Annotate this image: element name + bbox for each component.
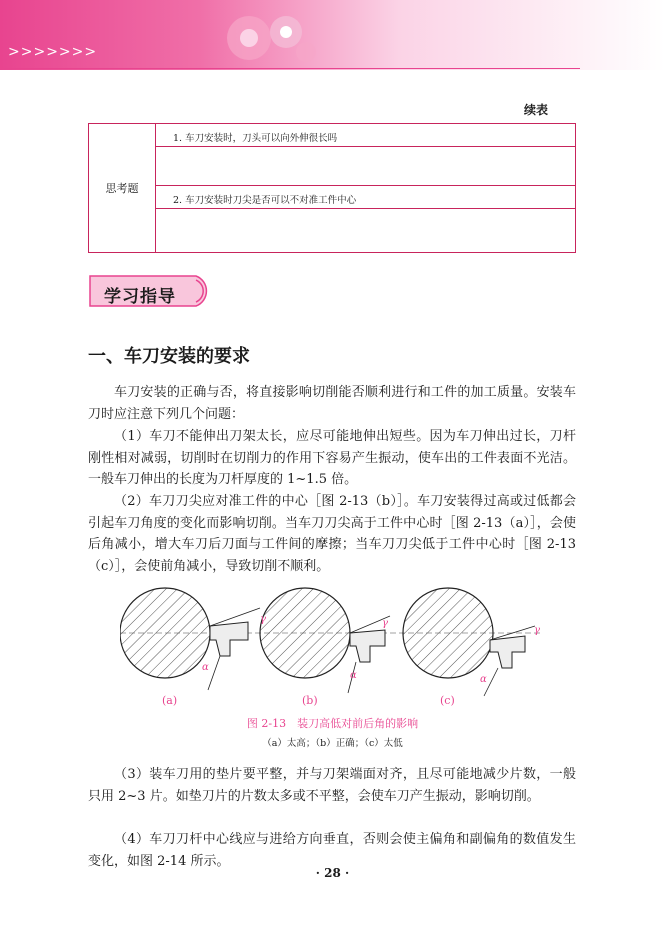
label-c: (c) — [440, 694, 455, 707]
paragraph-intro: 车刀安装的正确与否，将直接影响切削能否顺利进行和工件的加工质量。安装车刀时应注意下列几个问题： — [88, 385, 576, 422]
continued-label: 续表 — [524, 103, 549, 117]
question-1: 1. 车刀安装时，刀头可以向外伸很长吗 — [173, 133, 338, 144]
gamma-label: γ — [534, 625, 540, 636]
figure-caption: 图 2-13 装刀高低对前后角的影响 — [246, 717, 419, 730]
label-a: (a) — [162, 694, 178, 707]
paragraph-3: （3）装车刀用的垫片要平整，并与刀架端面对齐，且尽可能地减少片数，一般只用 2~3 片。如垫刀片的片数太多或不平整，会使车刀产生振动，影响切削。 — [88, 767, 576, 804]
header-band — [0, 0, 665, 70]
section-title: 一、车刀安装的要求 — [88, 346, 250, 367]
gamma-label: γ — [260, 614, 266, 625]
think-questions-table — [88, 123, 576, 253]
page-number: · 28 · — [315, 866, 350, 880]
gear-icon — [214, 8, 324, 68]
alpha-label: α — [350, 670, 357, 681]
alpha-label: α — [480, 674, 487, 685]
figure-subcaption: （a）太高；（b）正确；（c）太低 — [262, 738, 403, 749]
label-b: (b) — [302, 694, 318, 707]
paragraph-4: （4）车刀刀杆中心线应与进给方向垂直，否则会使主偏角和副偏角的数值发生变化，如图 2-14 所示。 — [88, 832, 576, 869]
question-2: 2. 车刀安装时刀尖是否可以不对准工件中心 — [173, 195, 357, 206]
row-divider — [155, 185, 575, 186]
paragraph-2: （2）车刀刀尖应对准工件的中心［图 2-13（b）］。车刀安装得过高或过低都会引起车刀角度的变化而影响切削。当车刀刀尖高于工件中心时［图 2-13（a）］，会使后角减小，增大车刀后刀面与工件间的摩擦；当车刀刀尖低于工件中心时［图 2-13（c）］，会使前角减小，导致切削不顺利。 — [88, 494, 576, 574]
diagram-c — [403, 588, 535, 696]
alpha-label: α — [202, 662, 209, 673]
diagram-a — [120, 588, 260, 690]
diagram-b — [260, 588, 390, 693]
gamma-label: γ — [382, 618, 388, 629]
header-arrows: >>>>>>> — [8, 44, 98, 60]
row-divider — [155, 208, 575, 209]
row-header: 思考题 — [89, 124, 156, 252]
header-rule — [0, 68, 580, 69]
tool-height-figure — [120, 578, 540, 708]
paragraph-1: （1）车刀不能伸出刀架太长，应尽可能地伸出短些。因为车刀伸出过长，刀杆刚性相对减弱，切削时在切削力的作用下容易产生振动，使车出的工件表面不光洁。一般车刀伸出的长度为刀杆厚度的 1~1.5 倍。 — [88, 429, 576, 487]
guide-title: 学习指导 — [104, 287, 176, 307]
row-divider — [155, 146, 575, 147]
